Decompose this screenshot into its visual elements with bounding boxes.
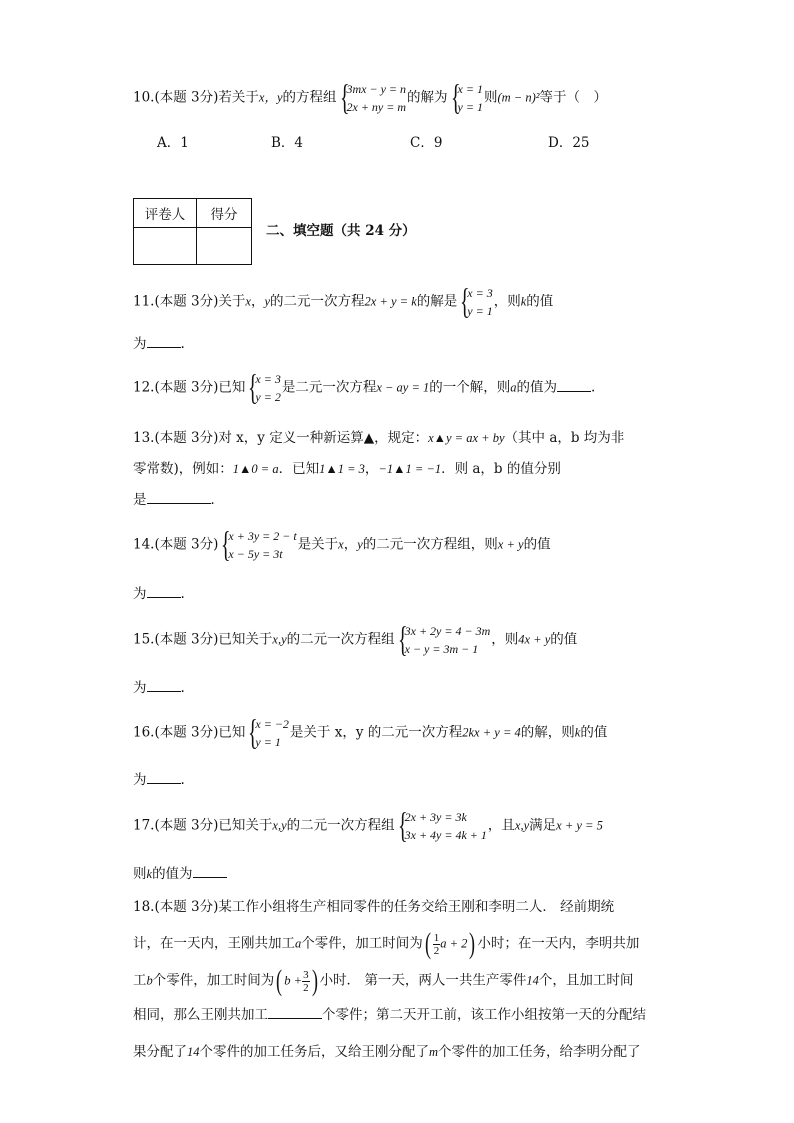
- q18-line2: 计，在一天内，王刚共加工a个零件，加工时间为( $\frac{1}{2}$ a + 2) 小时；在一天内，李明共加: [133, 927, 640, 960]
- q12-sol-x: x = 3: [255, 372, 281, 386]
- q11-line2-end: .: [180, 336, 185, 352]
- q10-option-b: B．4: [271, 135, 304, 151]
- score-table-grader-header: 评卷人: [134, 199, 197, 228]
- q16-line2-end: .: [180, 772, 185, 788]
- q18-var-a: a: [295, 936, 302, 951]
- q18-l5-n: 14: [187, 1045, 200, 1059]
- q10-sys-eq1: 3mx − y = n: [346, 82, 407, 96]
- q17-sys-eq2: 3x + 4y = 4k + 1: [404, 828, 487, 842]
- q17-system: { 2x + 3y = 3k 3x + 4y = 4k + 1: [397, 804, 487, 845]
- q14-text-c: 的值: [523, 536, 551, 553]
- question-17: [133, 804, 603, 845]
- q13-line3-end: ．: [210, 492, 224, 508]
- q18-l2-c: 小时；在一天内，李明共加: [477, 935, 640, 952]
- q18-fraction-2: [302, 969, 310, 994]
- q16-line2: 为: [133, 772, 147, 788]
- q12-text-b: 是二元一次方程: [281, 379, 377, 396]
- q15-line2: 为: [133, 680, 147, 696]
- q18-l3-d: 个，且加工时间: [538, 972, 634, 989]
- q13-example: 1▲0 = a: [232, 462, 279, 476]
- q18-l5-c: 个零件的加工任务，给李明分配了: [438, 1044, 641, 1060]
- q14-answer-blank[interactable]: [147, 585, 181, 598]
- question-14: [133, 523, 551, 564]
- q15-answer-line: [133, 676, 185, 696]
- q16-text-a: 16.(本题 3分)已知: [133, 724, 246, 741]
- q18-n14: 14: [526, 973, 539, 988]
- q18-l4-b: 个零件；第二天开工前，该工作小组按第一天的分配结: [322, 1007, 646, 1023]
- q14-var-y: y: [357, 537, 363, 552]
- q18-f1-den: 2: [433, 944, 440, 957]
- q18-l3-c: 小时． 第一天，两人一共生产零件: [319, 972, 527, 989]
- score-table-grader-cell[interactable]: [134, 228, 197, 265]
- q18-l3-a: 工: [133, 972, 147, 989]
- q10-sol-x: x = 1: [457, 82, 483, 96]
- q12-end: .: [591, 379, 596, 396]
- q11-equation: 2x + y = k: [364, 294, 417, 309]
- question-16: [133, 711, 608, 752]
- q14-line2-end: .: [180, 586, 185, 602]
- q13-line3: [133, 488, 224, 508]
- q18-f2-pre: b +: [284, 973, 303, 988]
- q18-line5: [133, 1040, 641, 1060]
- q16-text-d: 的值: [580, 724, 608, 741]
- q14-number: 14.(本题 3分): [133, 536, 219, 553]
- q14-text-a: 是关于: [297, 536, 339, 553]
- q11-text-c: 的解是: [416, 293, 458, 310]
- score-table-score-cell[interactable]: [197, 228, 252, 265]
- q11-sol-x: x = 3: [467, 286, 493, 300]
- q18-line3: 工b个零件，加工时间为( b + $\frac{3}{2}$ ) 小时． 第一天，两人一共生产零件14个，且加工时间: [133, 964, 634, 997]
- q17-answer-blank[interactable]: [193, 865, 227, 878]
- q16-var-k: k: [574, 725, 581, 740]
- q12-text-a: 12.(本题 3分)已知: [133, 379, 246, 396]
- q17-line2-a: 则: [133, 866, 147, 882]
- q15-text-b: 的二元一次方程组: [286, 631, 395, 648]
- q13-text-a: 13.(本题 3分)对 x，y 定义一种新运算▲，规定：: [133, 430, 429, 446]
- q10-sys-eq2: 2x + ny = m: [346, 100, 407, 114]
- q10-system: { 3mx − y = n 2x + ny = m: [339, 76, 407, 117]
- q13-given-2: −1▲1 = −1: [378, 462, 442, 476]
- q11-answer-blank[interactable]: [147, 335, 181, 348]
- q18-f2-num: 3: [303, 968, 309, 981]
- q17-answer-line: [133, 862, 227, 882]
- q10-end: 等于（ ）: [539, 89, 607, 106]
- q11-answer-line: [133, 332, 185, 352]
- q18-var-m: m: [429, 1045, 439, 1059]
- q14-text-b: 的二元一次方程组，则: [362, 536, 498, 553]
- q13-line2-a: 零常数)，例如：: [133, 461, 233, 477]
- q13-line3-text: 是: [133, 492, 147, 508]
- question-12: [133, 366, 596, 407]
- q14-expr: x + y: [497, 537, 524, 552]
- q16-answer-blank[interactable]: [147, 771, 181, 784]
- q11-solution: { x = 3 y = 1: [460, 280, 493, 321]
- q11-var-y: y: [264, 294, 271, 309]
- q14-sep: ，: [343, 536, 358, 553]
- q12-equation: x − ay = 1: [376, 380, 430, 395]
- q12-var-a: a: [510, 380, 517, 395]
- question-10: [133, 76, 607, 117]
- section-2-title: 二、填空题（共 24 分）: [266, 223, 416, 239]
- q18-answer-blank[interactable]: [268, 1006, 322, 1019]
- q15-line2-end: .: [180, 680, 185, 696]
- q18-l5-a: 果分配了: [133, 1044, 187, 1060]
- q13-answer-blank[interactable]: [147, 491, 211, 504]
- q14-answer-line: [133, 582, 185, 602]
- q13-definition: x▲y = ax + by: [428, 431, 505, 445]
- q10-solved: 的解为: [407, 89, 448, 106]
- q10-solution: { x = 1 y = 1: [450, 76, 483, 117]
- q16-equation: 2kx + y = 4: [462, 725, 521, 740]
- q15-text-d: 的值: [550, 631, 578, 648]
- q17-sys-eq1: 2x + 3y = 3k: [404, 810, 467, 824]
- q18-l2-a: 计，在一天内，王刚共加工: [133, 935, 295, 952]
- q14-line2: 为: [133, 586, 147, 602]
- q14-var-x: x: [338, 537, 344, 552]
- q11-sol-y: y = 1: [467, 304, 493, 318]
- q15-sys-eq1: 3x + 2y = 4 − 3m: [404, 624, 491, 638]
- q10-option-c: C．9: [410, 135, 443, 151]
- q10-option-a: A．1: [157, 135, 189, 151]
- q10-then: 则: [483, 89, 498, 106]
- q15-text-a: 15.(本题 3分)已知关于: [133, 631, 273, 648]
- q11-var-x: x: [245, 294, 251, 309]
- q15-vars: x,y: [272, 632, 287, 647]
- q11-line2: 为: [133, 336, 147, 352]
- q16-text-b: 是关于 x，y 的二元一次方程: [289, 724, 463, 741]
- q13-line2-c: ．则 a，b 的值分别: [441, 461, 561, 477]
- q18-line4: [133, 1003, 646, 1023]
- q15-text-c: ，则: [491, 631, 519, 648]
- q10-prefix: 10.(本题 3分)若关于: [133, 89, 259, 106]
- q11-text-e: 的值: [526, 293, 554, 310]
- q11-var-k: k: [520, 294, 527, 309]
- q10-vars: x，y: [258, 90, 283, 105]
- q16-answer-line: [133, 768, 185, 788]
- q17-vars-2: x,y: [514, 818, 530, 833]
- q18-l4-a: 相同，那么王刚共加工: [133, 1007, 268, 1023]
- q18-var-b: b: [146, 973, 153, 988]
- q18-f2-den: 2: [303, 981, 309, 994]
- q10-option-d: D．25: [548, 135, 590, 151]
- q18-line1: 18.(本题 3分)某工作小组将生产相同零件的任务交给王刚和李明二人． 经前期统: [133, 899, 615, 915]
- q15-answer-blank[interactable]: [147, 679, 181, 692]
- q13-given-1: 1▲1 = 3: [319, 462, 365, 476]
- q14-system: { x + 3y = 2 − t x − 5y = 3t: [221, 523, 297, 564]
- q18-l2-b: 个零件，加工时间为: [301, 935, 423, 952]
- q13-text-b: （其中 a，b 均为非: [504, 430, 625, 446]
- q16-solution: { x = −2 y = 1: [248, 711, 289, 752]
- q11-text-d: ，则: [493, 293, 521, 310]
- score-table: [133, 198, 252, 265]
- q17-text-b: 的二元一次方程组: [286, 817, 395, 834]
- q13-line2-b: ．已知: [278, 461, 320, 477]
- q16-sol-x: x = −2: [255, 717, 289, 731]
- q10-mid: 的方程组: [282, 89, 337, 106]
- q14-sys-eq1: x + 3y = 2 − t: [228, 529, 297, 543]
- q18-l5-b: 个零件的加工任务后，又给王刚分配了: [199, 1044, 429, 1060]
- q16-text-c: 的解，则: [520, 724, 575, 741]
- q11-text-a: 11.(本题 3分)关于: [133, 293, 246, 310]
- q15-expr: 4x + y: [518, 632, 551, 647]
- q17-var-k: k: [146, 867, 153, 881]
- question-11: 11.(本题 3分)关于x，y的二元一次方程2x + y = k的解是 { x = 3 y = 1 ，则k的值: [133, 280, 554, 321]
- q17-text-c: ，且: [487, 817, 515, 834]
- question-13: [133, 426, 624, 446]
- q17-text-d: 满足: [529, 817, 557, 834]
- q12-solution: { x = 3 y = 2: [248, 366, 281, 407]
- q13-comma: ，: [364, 461, 379, 477]
- q12-text-c: 的一个解，则: [429, 379, 511, 396]
- q11-text-b: 的二元一次方程: [270, 293, 365, 310]
- question-15: [133, 618, 578, 659]
- q15-sys-eq2: x − y = 3m − 1: [404, 642, 479, 656]
- q17-vars: x,y: [272, 818, 287, 833]
- q17-line2-b: 的值为: [152, 866, 193, 882]
- q17-text-a: 17.(本题 3分)已知关于: [133, 817, 273, 834]
- q16-sol-y: y = 1: [255, 735, 281, 749]
- q13-line2: [133, 457, 561, 477]
- q18-l3-b: 个零件，加工时间为: [152, 972, 275, 989]
- q12-text-d: 的值为: [516, 379, 558, 396]
- q12-answer-blank[interactable]: [557, 379, 591, 392]
- q18-f1-num: 1: [433, 931, 440, 944]
- q18-f1-rest: a + 2: [440, 936, 468, 951]
- q17-equation: x + y = 5: [556, 818, 603, 833]
- q12-sol-y: y = 2: [255, 390, 281, 404]
- q15-system: { 3x + 2y = 4 − 3m x − y = 3m − 1: [397, 618, 491, 659]
- score-table-score-header: 得分: [197, 199, 252, 228]
- q10-sol-y: y = 1: [457, 100, 483, 114]
- q14-sys-eq2: x − 5y = 3t: [228, 547, 283, 561]
- q10-expr: (m − n)²: [497, 90, 540, 105]
